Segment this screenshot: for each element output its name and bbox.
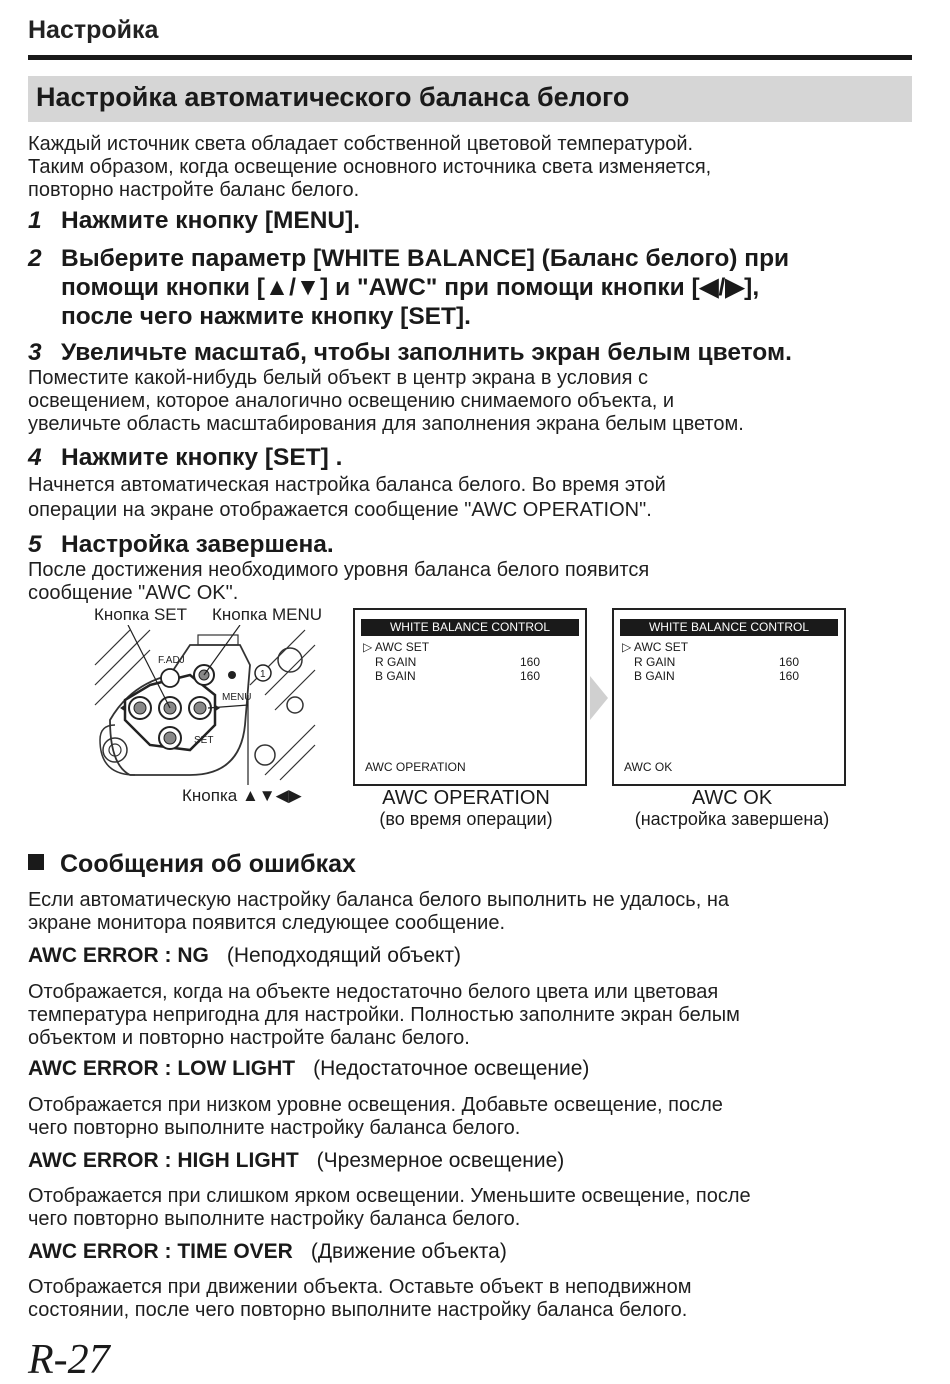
page-title: Настройка автоматического баланса белого xyxy=(36,82,630,112)
error-description: (Движение объекта) xyxy=(310,1240,507,1263)
error-item-heading xyxy=(28,1240,507,1264)
screen-header: WHITE BALANCE CONTROL xyxy=(361,619,579,636)
error-body: Отображается, когда на объекте недостаточно белого цвета или цветовая температура непригодна для настройки. Полностью заполните экран белым объектом и повторно настройте баланс белого. xyxy=(28,981,740,1049)
page-number: R-27 xyxy=(28,1337,110,1383)
step-text: Выберите параметр [WHITE BALANCE] (Баланс белого) при помощи кнопки [▲/▼] и "AWC" при помощи кнопки [◀/▶], после чего нажмите кнопку [SET]. xyxy=(61,245,790,330)
b-gain-value: 160 xyxy=(779,669,800,683)
r-gain-value: 160 xyxy=(779,655,800,669)
step-text: Нажмите кнопку [SET] . xyxy=(61,444,343,471)
top-rule xyxy=(28,55,912,60)
awc-set-item: ▷ AWC SET xyxy=(363,640,430,654)
caption-subtitle: (во время операции) xyxy=(379,809,553,829)
screen-awc-ok xyxy=(612,608,846,786)
step-text: Нажмите кнопку [MENU]. xyxy=(61,207,361,234)
title-bar xyxy=(28,76,912,122)
step-3-body: Поместите какой-нибудь белый объект в центр экрана в условия с освещением, которое аналогично освещению снимаемого объекта, и увеличьте область масштабирования для заполнения экрана белым цветом. xyxy=(28,367,744,435)
error-code: AWC ERROR : LOW LIGHT xyxy=(28,1057,296,1080)
errors-heading xyxy=(28,850,356,879)
error-code: AWC ERROR : NG xyxy=(28,944,209,967)
step-5-body: После достижения необходимого уровня баланса белого появится сообщение "AWC OK". xyxy=(28,559,650,604)
pad-menu-text: MENU xyxy=(222,692,252,703)
step-number: 2 xyxy=(28,245,42,272)
error-item-heading xyxy=(28,1149,564,1173)
caption-title: AWC OPERATION xyxy=(382,787,550,809)
caption-title: AWC OK xyxy=(691,787,773,809)
error-description: (Неподходящий объект) xyxy=(226,944,462,967)
screen-caption-operation xyxy=(336,787,596,829)
section-label: Настройка xyxy=(28,16,159,44)
step-text: Увеличьте масштаб, чтобы заполнить экран белым цветом. xyxy=(61,339,792,366)
arrow-buttons-label: Кнопка ▲▼◀▶ xyxy=(182,786,302,805)
screen-status: AWC OK xyxy=(624,760,673,774)
screen-status: AWC OPERATION xyxy=(365,760,466,774)
step-number: 3 xyxy=(28,339,42,366)
step-number: 4 xyxy=(28,444,42,471)
step-number: 1 xyxy=(28,207,42,234)
error-body: Отображается при низком уровне освещения. Добавьте освещение, после чего повторно выполните настройку баланса белого. xyxy=(28,1094,723,1139)
next-arrow-icon xyxy=(588,676,610,720)
errors-intro: Если автоматическую настройку баланса белого выполнить не удалось, на экране монитора появится следующее сообщение. xyxy=(28,889,729,934)
error-item-heading xyxy=(28,944,461,968)
screen-caption-ok xyxy=(602,787,862,829)
screen-header: WHITE BALANCE CONTROL xyxy=(620,619,838,636)
b-gain-value: 160 xyxy=(520,669,541,683)
menu-button-label: Кнопка MENU xyxy=(212,605,322,624)
control-pad-illustration xyxy=(90,625,320,785)
errors-heading-text: Сообщения об ошибках xyxy=(60,850,356,878)
error-code: AWC ERROR : TIME OVER xyxy=(28,1240,293,1263)
step-number: 5 xyxy=(28,531,42,558)
awc-set-item: ▷ AWC SET xyxy=(622,640,689,654)
step-4-body: Начнется автоматическая настройка баланса белого. Во время этой операции на экране отображается сообщение "AWC OPERATION". xyxy=(28,474,666,521)
r-gain-label: R GAIN xyxy=(634,655,676,669)
error-item-heading xyxy=(28,1057,589,1081)
error-description: (Недостаточное освещение) xyxy=(313,1057,590,1080)
b-gain-label: B GAIN xyxy=(375,669,416,683)
r-gain-label: R GAIN xyxy=(375,655,417,669)
error-description: (Чрезмерное освещение) xyxy=(316,1149,565,1172)
pad-set-text: SET xyxy=(194,735,214,746)
r-gain-value: 160 xyxy=(520,655,541,669)
step-text: Настройка завершена. xyxy=(61,531,334,558)
intro-paragraph: Каждый источник света обладает собственной цветовой температурой. Таким образом, когда освещение основного источника света изменяется, повторно настройте баланс белого. xyxy=(28,133,712,201)
square-bullet-icon xyxy=(28,854,44,870)
error-body: Отображается при движении объекта. Оставьте объект в неподвижном состоянии, после чего повторно выполните настройку баланса белого. xyxy=(28,1276,692,1321)
error-body: Отображается при слишком ярком освещении. Уменьшите освещение, после чего повторно выполните настройку баланса белого. xyxy=(28,1185,751,1230)
error-code: AWC ERROR : HIGH LIGHT xyxy=(28,1149,299,1172)
b-gain-label: B GAIN xyxy=(634,669,675,683)
pad-fadj-text: F.ADJ xyxy=(158,655,185,666)
pad-one-text: 1 xyxy=(260,669,266,680)
caption-subtitle: (настройка завершена) xyxy=(634,809,830,829)
set-button-label: Кнопка SET xyxy=(94,605,188,624)
screen-awc-operation xyxy=(353,608,587,786)
